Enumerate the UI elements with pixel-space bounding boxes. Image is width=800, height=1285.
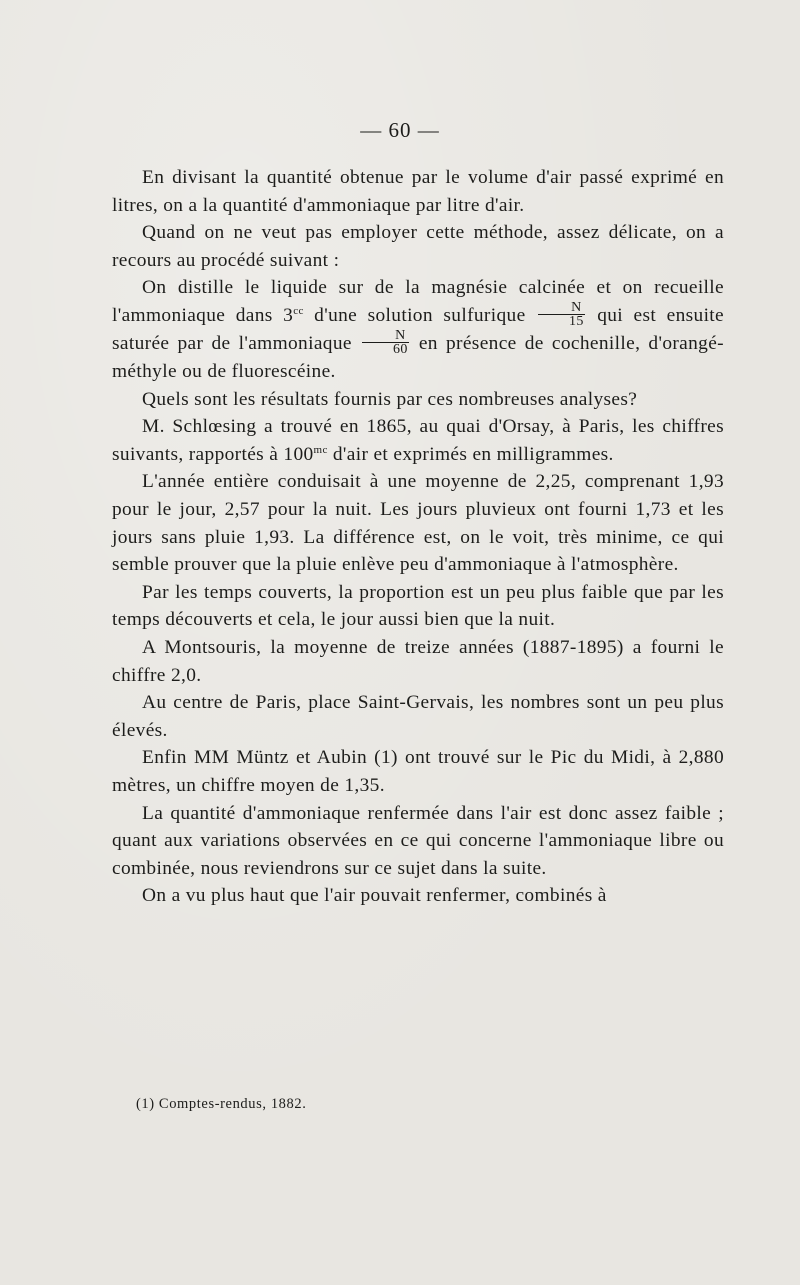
- paragraph-2: Quand on ne veut pas employer cette méthode, assez délicate, on a recours au procédé suivant :: [112, 222, 724, 271]
- paragraph-7: Par les temps couverts, la proportion est un peu plus faible que par les temps découverts et cela, le jour aussi bien que la nuit.: [112, 581, 724, 631]
- unit-mc: mc: [313, 443, 328, 456]
- paragraph-10: Enfin MM Müntz et Aubin (1) ont trouvé sur le Pic du Midi, à 2,880 mètres, un chiffre moyen de 1,35.: [112, 747, 724, 796]
- paragraph-3-part-d: en présence de cochenille, d'orangé-méthyle ou de fluorescéine.: [112, 333, 724, 383]
- paragraph-3-part-a: On distille le liquide sur de la magnésie calcinée et on recueille l'ammoniaque dans 3: [112, 277, 724, 326]
- paragraph-8: A Montsouris, la moyenne de treize années (1887-1895) a fourni le chiffre 2,0.: [112, 637, 724, 686]
- fraction-n-15: [538, 301, 585, 328]
- fraction-n-15-denominator: 15: [569, 314, 584, 330]
- paragraph-3-part-c: qui est ensuite saturée par de l'ammoniaque: [112, 304, 724, 355]
- paragraph-4: Quels sont les résultats fournis par ces nombreuses analyses?: [142, 388, 638, 410]
- paragraph-3: [112, 274, 724, 385]
- fraction-n-60-denominator: 60: [393, 342, 408, 358]
- body-text: [112, 164, 724, 910]
- unit-cc: cc: [293, 304, 304, 317]
- paragraph-5: [112, 413, 724, 468]
- paragraph-6: L'année entière conduisait à une moyenne de 2,25, comprenant 1,93 pour le jour, 2,57 pour la nuit. Les jours pluvieux ont fourni 1,73 et les jours sans pluie 1,93. La différence est, on le voit, très minime, ce qui semble prouver que la pluie enlève peu d'ammoniaque à l'atmosphère.: [112, 471, 724, 576]
- fraction-n-60: [362, 329, 409, 356]
- footnote: (1) Comptes-rendus, 1882.: [136, 1096, 307, 1112]
- paragraph-11: La quantité d'ammoniaque renfermée dans l'air est donc assez faible ; quant aux variations observées en ce qui concerne l'ammoniaque libre ou combinée, nous reviendrons sur ce sujet dans la suite.: [112, 802, 724, 879]
- paragraph-3-part-b: d'une solution sulfurique: [303, 304, 537, 326]
- paragraph-1: En divisant la quantité obtenue par le volume d'air passé exprimé en litres, on a la quantité d'ammoniaque par litre d'air.: [112, 167, 724, 216]
- paragraph-12: On a vu plus haut que l'air pouvait renfermer, combinés à: [142, 885, 607, 907]
- fraction-n-60-numerator: N: [362, 329, 409, 343]
- paragraph-5-part-b: d'air et exprimés en milligrammes.: [327, 443, 614, 465]
- paragraph-9: Au centre de Paris, place Saint-Gervais, les nombres sont un peu plus élevés.: [112, 692, 724, 741]
- page-number: — 60 —: [360, 118, 440, 142]
- fraction-n-15-numerator: N: [538, 301, 585, 315]
- paragraph-5-part-a: M. Schlœsing a trouvé en 1865, au quai d'Orsay, à Paris, les chiffres suivants, rapportés à 100: [112, 416, 724, 465]
